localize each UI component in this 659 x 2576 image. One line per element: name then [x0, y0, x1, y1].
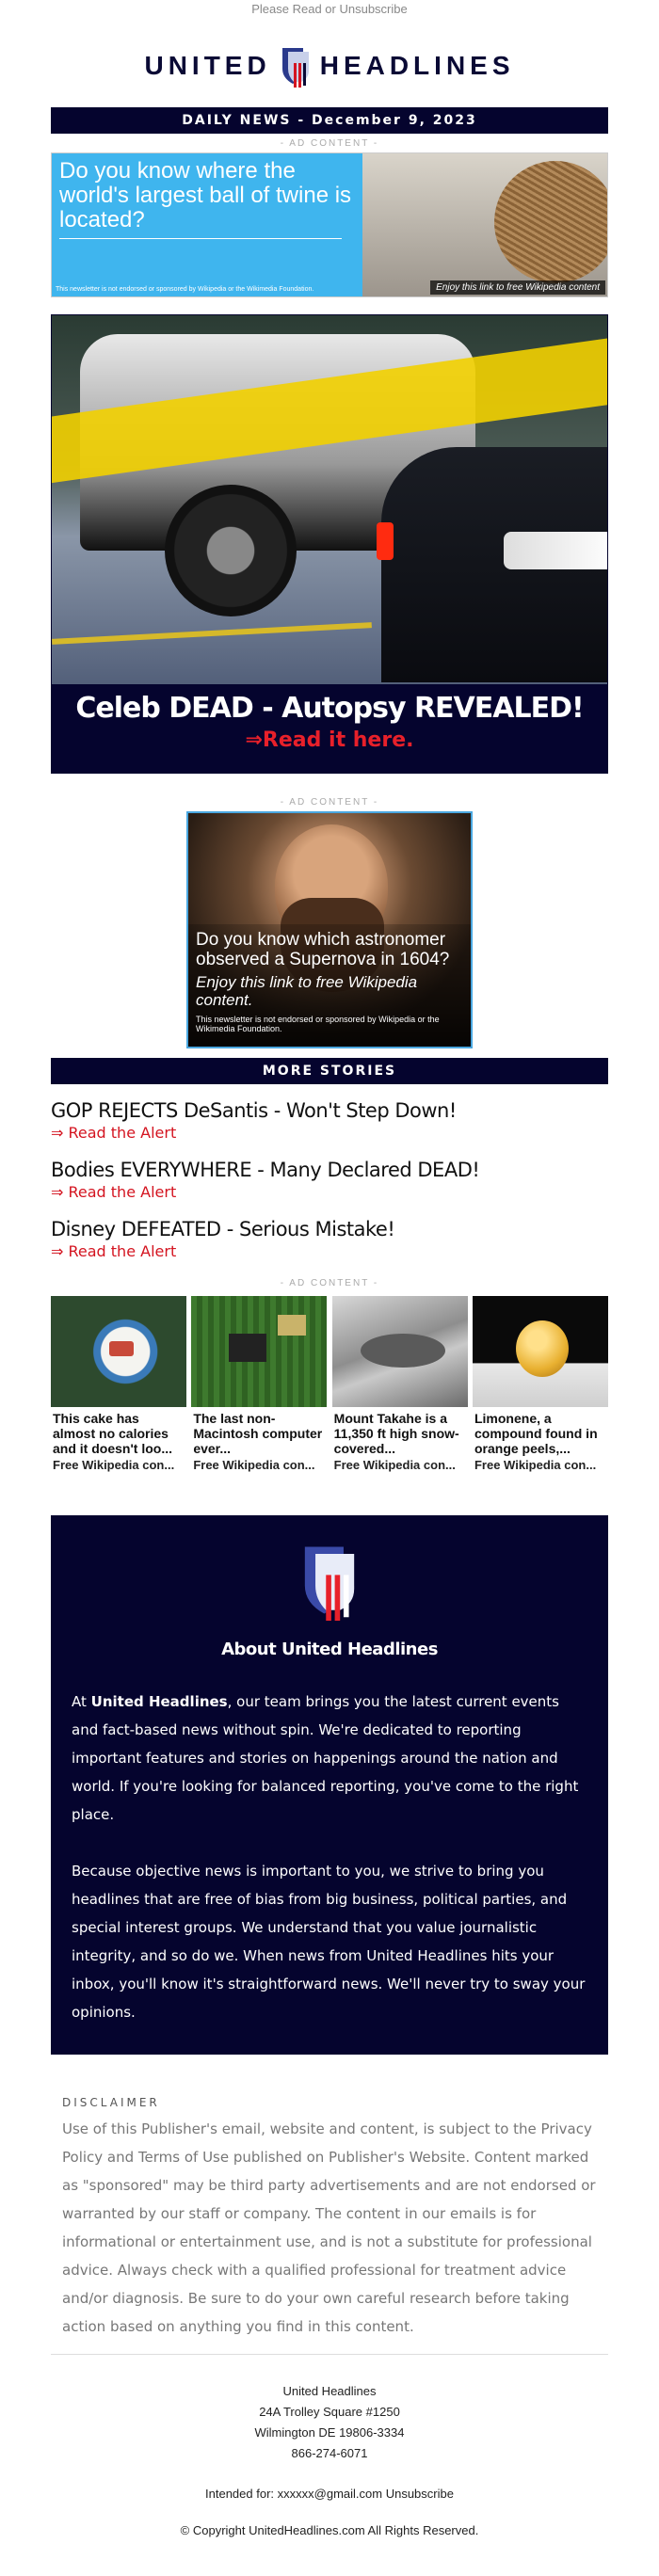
chip-image: [229, 1334, 266, 1362]
footer-phone[interactable]: 866-274-6071: [291, 2446, 368, 2460]
card-title: Mount Takahe is a 11,350 ft high snow-covered...: [333, 1411, 459, 1456]
footer-company: United Headlines: [282, 2384, 377, 2398]
twine-ad-headline: Do you know where the world's largest ball of twine is located?: [59, 158, 352, 232]
card-title: This cake has almost no calories and it doesn't loo...: [53, 1411, 172, 1456]
hero-story[interactable]: [51, 314, 608, 774]
ad-label: - AD CONTENT -: [280, 138, 379, 149]
orange-fruit-image: [516, 1320, 569, 1377]
sponsored-cards: [51, 1296, 608, 1472]
about-p1-pre: At: [72, 1693, 91, 1710]
card-source: Free Wikipedia con...: [53, 1458, 175, 1472]
about-section: [51, 1515, 608, 2055]
sponsored-card-mountain[interactable]: [332, 1296, 468, 1472]
footer-intended: [0, 2487, 659, 2501]
astronomer-ad-disclaimer: This newsletter is not endorsed or sponsored by Wikipedia or the Wikimedia Foundation.: [196, 1015, 440, 1033]
story-title[interactable]: GOP REJECTS DeSantis - Won't Step Down!: [51, 1099, 457, 1122]
twine-ad-image: [362, 153, 607, 296]
footer-city: Wilmington DE 19806-3334: [254, 2425, 405, 2440]
twine-ad-banner[interactable]: [51, 152, 608, 297]
about-paragraph-2: Because objective news is important to you, we strive to bring you headlines that are free of bias from big business, political parties, and special interest groups. We understand that you value journalistic integrity, and so do we. When news from United Headlines hits your inbox, you'll know it's straightforward news. We'll never try to sway your opinions.: [72, 1863, 586, 2021]
story-item: [51, 1159, 608, 1201]
astronomer-ad-overlay: [188, 924, 471, 1047]
footer: [0, 2381, 659, 2537]
read-or-unsubscribe-link[interactable]: Please Read or Unsubscribe: [251, 2, 408, 16]
hero-title: Celeb DEAD - Autopsy REVEALED!: [75, 692, 584, 725]
headlight-image: [504, 532, 607, 569]
disclaimer-section: [51, 2096, 608, 2355]
police-scene-image: [52, 315, 607, 684]
twine-ball-image: [494, 161, 608, 283]
about-logo: [72, 1540, 587, 1621]
unsubscribe-link[interactable]: Unsubscribe: [385, 2487, 454, 2501]
sponsored-card-computer[interactable]: [191, 1296, 327, 1472]
card-source: Free Wikipedia con...: [333, 1458, 456, 1472]
cake-image: [51, 1296, 186, 1407]
orange-image: [473, 1296, 608, 1407]
shield-logo-icon: [300, 1540, 359, 1621]
mount-takahe-image: [332, 1296, 468, 1407]
hero-read-link[interactable]: ⇒Read it here.: [245, 728, 414, 752]
disclaimer-text: Use of this Publisher's email, website and content, is subject to the Privacy Policy and Terms of Use published on Publisher's Website. Content marked as "sponsored" may be third party advertisements and are not endorsed or warranted by our staff or company. The content in our emails is for informational or entertainment use, and is not a substitute for professional advice. Always check with a qualified professional for treatment advice and/or diagnosis. Be sure to do your own careful research before taking action based on anything you find in this content.: [62, 2120, 596, 2335]
more-stories-list: [51, 1099, 608, 1260]
red-light-image: [377, 522, 394, 560]
twine-ad-divider: [59, 238, 342, 239]
disclaimer-heading: DISCLAIMER: [62, 2096, 160, 2109]
intended-prefix: Intended for:: [205, 2487, 278, 2501]
astronomer-ad[interactable]: [186, 811, 473, 1048]
date-bar: DAILY NEWS - December 9, 2023: [51, 107, 608, 134]
read-alert-link[interactable]: ⇒ Read the Alert: [51, 1183, 177, 1201]
read-alert-link[interactable]: ⇒ Read the Alert: [51, 1242, 177, 1260]
astronomer-ad-enjoy: Enjoy this link to free Wikipedia content.: [196, 973, 418, 1009]
card-source: Free Wikipedia con...: [193, 1458, 315, 1472]
shield-logo-icon: [281, 44, 311, 88]
more-stories-bar: MORE STORIES: [51, 1058, 608, 1084]
story-title[interactable]: Disney DEFEATED - Serious Mistake!: [51, 1218, 395, 1240]
twine-ad-text-panel: [52, 153, 362, 296]
footer-street: 24A Trolley Square #1250: [259, 2405, 400, 2419]
story-item: [51, 1218, 608, 1260]
twine-ad-disclaimer: This newsletter is not endorsed or sponsored by Wikipedia or the Wikimedia Foundation.: [56, 286, 314, 293]
about-p1-brand: United Headlines: [90, 1693, 228, 1710]
sponsored-card-limonene[interactable]: [473, 1296, 608, 1472]
crater-image: [361, 1334, 445, 1368]
cake-slice-image: [109, 1341, 134, 1356]
intended-email: xxxxxx@gmail.com: [277, 2487, 383, 2501]
story-title[interactable]: Bodies EVERYWHERE - Many Declared DEAD!: [51, 1159, 480, 1181]
sponsored-card-cake[interactable]: [51, 1296, 186, 1472]
circuit-board-image: [191, 1296, 327, 1407]
read-alert-link[interactable]: ⇒ Read the Alert: [51, 1124, 177, 1142]
story-item: [51, 1099, 608, 1142]
card-source: Free Wikipedia con...: [474, 1458, 597, 1472]
twine-ad-caption: Enjoy this link to free Wikipedia content: [430, 280, 605, 295]
about-p1-post: , our team brings you the latest current events and fact-based news without spin. We're dedicated to reporting important features and stories on happenings around the nation and world. If you're looking for balanced reporting, you've come to the right place.: [72, 1693, 579, 1823]
brand-word-right: HEADLINES: [319, 51, 515, 80]
car-wheel-image: [165, 485, 297, 616]
astronomer-ad-question: Do you know which astronomer observed a Supernova in 1604?: [196, 930, 450, 969]
ad-label: - AD CONTENT -: [280, 797, 379, 808]
about-title: About United Headlines: [221, 1640, 438, 1659]
footer-address: [0, 2381, 659, 2464]
chip-image: [278, 1315, 306, 1336]
road-line: [52, 622, 372, 645]
card-title: The last non-Macintosh computer ever...: [193, 1411, 323, 1456]
brand-logo[interactable]: [0, 34, 659, 98]
card-title: Limonene, a compound found in orange peels,...: [474, 1411, 598, 1456]
brand-word-left: UNITED: [144, 51, 271, 80]
about-paragraph-1: [72, 1688, 587, 1829]
footer-copyright: © Copyright UnitedHeadlines.com All Rights Reserved.: [180, 2523, 479, 2537]
ad-label: - AD CONTENT -: [280, 1278, 379, 1288]
